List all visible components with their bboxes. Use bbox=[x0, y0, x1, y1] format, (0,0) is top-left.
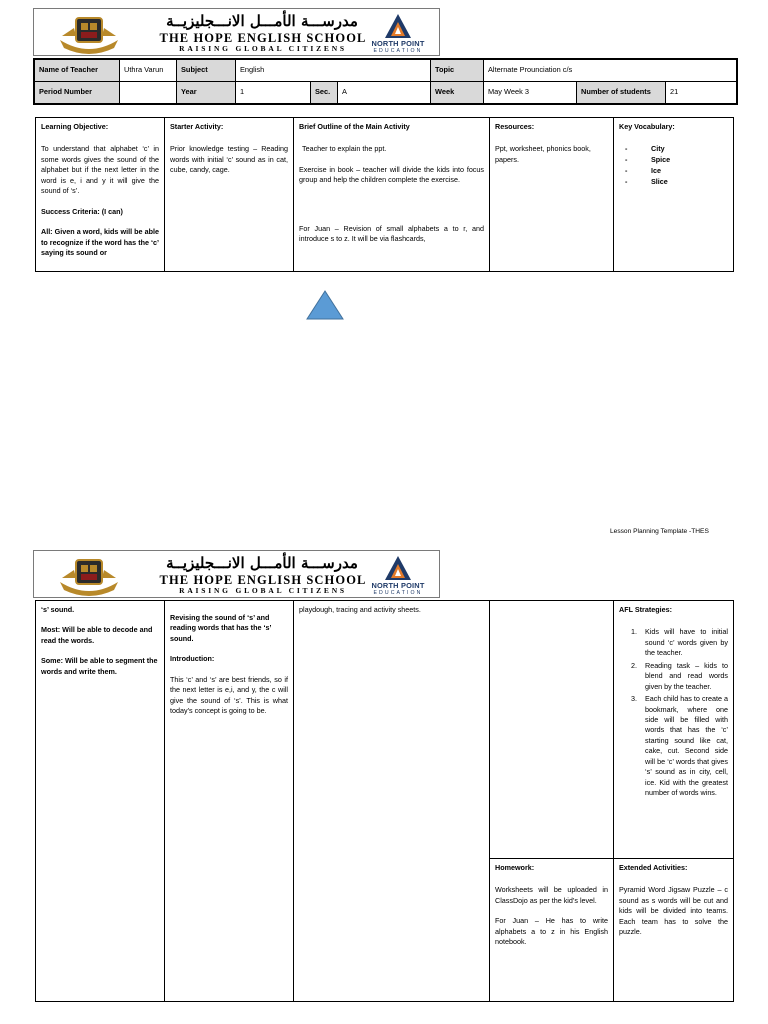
students-label: Number of students bbox=[577, 82, 666, 105]
key-vocabulary-cell bbox=[614, 118, 734, 272]
blue-triangle-shape bbox=[306, 290, 344, 320]
lesson-plan-table-page1 bbox=[35, 117, 734, 272]
afl-item: 2. Reading task – kids to blend and read words given by the teacher. bbox=[639, 661, 728, 692]
school-tagline: RAISING GLOBAL CITIZENS bbox=[179, 44, 347, 53]
subject-label: Subject bbox=[177, 59, 236, 82]
north-point-subtitle: EDUCATION bbox=[373, 48, 423, 54]
afl-item: 1. Kids will have to initial sound ‘c’ words given by the teacher. bbox=[639, 627, 728, 658]
success-most: Most: Will be able to decode and read the words. bbox=[41, 625, 153, 645]
year-value: 1 bbox=[236, 82, 311, 105]
afl-strategies-title: AFL Strategies: bbox=[619, 605, 672, 614]
teacher-value: Uthra Varun bbox=[120, 59, 177, 82]
homework-title: Homework: bbox=[495, 863, 535, 872]
main-activity-p1: Teacher to explain the ppt. bbox=[302, 144, 387, 154]
starter-continued-cell bbox=[165, 601, 294, 1002]
extended-activities-text: Pyramid Word Jigsaw Puzzle – c sound as s words will be cut and kids will be divided into teams. Each team has to solve the puzzle. bbox=[619, 885, 728, 937]
afl-strategies-cell bbox=[614, 601, 734, 859]
success-some: Some: Will be able to segment the words and write them. bbox=[41, 656, 158, 676]
introduction-title: Introduction: bbox=[170, 654, 215, 664]
week-label: Week bbox=[431, 82, 484, 105]
teacher-label: Name of Teacher bbox=[34, 59, 120, 82]
lesson-plan-table-page2 bbox=[35, 600, 734, 1002]
success-criteria-all: All: Given a word, kids will be able to recognize if the word has the ‘c’ saying its sound or bbox=[41, 227, 159, 257]
north-point-triangle-icon bbox=[385, 14, 411, 38]
week-value: May Week 3 bbox=[484, 82, 577, 105]
sec-value: A bbox=[338, 82, 431, 105]
starter-revise-text: Revising the sound of ‘s’ and reading words that has the ‘s’ sound. bbox=[170, 613, 272, 643]
resources-title: Resources: bbox=[495, 122, 535, 131]
learning-objective-cell bbox=[36, 118, 165, 272]
learning-objective-title: Learning Objective: bbox=[41, 122, 109, 131]
introduction-text: This ‘c’ and ‘s’ are best friends, so if the next letter is e,i, and y, the c will give the sound of ‘s’. This is what today’s concept is going to be. bbox=[170, 674, 288, 716]
success-s-sound: ‘s’ sound. bbox=[41, 605, 75, 614]
period-value bbox=[120, 82, 177, 105]
students-value: 21 bbox=[666, 82, 738, 105]
school-tagline: RAISING GLOBAL CITIZENS bbox=[179, 586, 347, 595]
north-point-triangle-icon bbox=[385, 556, 411, 580]
afl-strategies-list bbox=[619, 627, 728, 798]
starter-activity-cell bbox=[165, 118, 294, 272]
extended-activities-title: Extended Activities: bbox=[619, 863, 688, 872]
footer-template-note: Lesson Planning Template -THES bbox=[610, 528, 709, 535]
main-activity-p2: Exercise in book – teacher will divide the kids into focus group and help the children complete the exercise. bbox=[299, 164, 484, 185]
extended-activities-cell bbox=[614, 859, 734, 1002]
learning-objective-text: To understand that alphabet ‘c’ in some words gives the sound of the alphabet but if the next letter in the word is e, i and y it will give the sound of ‘s’. bbox=[41, 144, 159, 196]
homework-p1: Worksheets will be uploaded in ClassDojo as per the kid’s level. bbox=[495, 885, 608, 905]
vocab-item: - Spice bbox=[625, 155, 728, 166]
starter-activity-text: Prior knowledge testing – Reading words with initial ‘c’ sound as in cat, cube, candy, cage. bbox=[170, 144, 288, 175]
north-point-name: NORTH POINT bbox=[371, 39, 425, 48]
homework-p2: For Juan – He has to write alphabets a to z in his English notebook. bbox=[495, 916, 608, 947]
north-point-logo bbox=[364, 555, 432, 599]
lesson-info-table bbox=[33, 58, 738, 105]
school-name-arabic: مدرســـة الأمـــل الانـــجليزيــة bbox=[166, 554, 358, 572]
vocab-item: - City bbox=[625, 144, 728, 155]
topic-value: Alternate Prounciation c/s bbox=[484, 59, 738, 82]
sec-label: Sec. bbox=[311, 82, 338, 105]
year-label: Year bbox=[177, 82, 236, 105]
main-activity-continued-text: playdough, tracing and activity sheets. bbox=[299, 605, 421, 614]
main-activity-title: Brief Outline of the Main Activity bbox=[299, 122, 410, 131]
main-activity-cell bbox=[294, 118, 490, 272]
resources-continued-cell bbox=[490, 601, 614, 859]
key-vocabulary-title: Key Vocabulary: bbox=[619, 122, 675, 131]
north-point-name: NORTH POINT bbox=[371, 581, 425, 590]
success-criteria-continued-cell bbox=[36, 601, 165, 1002]
school-header-banner-page2 bbox=[33, 550, 440, 598]
vocab-item: - Ice bbox=[625, 166, 728, 177]
subject-value: English bbox=[236, 59, 431, 82]
afl-item: 3. Each child has to create a bookmark, where one side will be filled with words that has the ‘c’ starting sound like cat, cake, cut. Second side will be ‘c’ words that gives ‘s’ sound as in city, cell, ice. Kid with the greatest number of words wins. bbox=[639, 694, 728, 798]
school-header-banner bbox=[33, 8, 440, 56]
topic-label: Topic bbox=[431, 59, 484, 82]
period-label: Period Number bbox=[34, 82, 120, 105]
homework-cell bbox=[490, 859, 614, 1002]
school-crest-logo bbox=[56, 14, 122, 54]
resources-cell bbox=[490, 118, 614, 272]
resources-text: Ppt, worksheet, phonics book, papers. bbox=[495, 144, 591, 164]
success-criteria-title: Success Criteria: (I can) bbox=[41, 206, 123, 216]
north-point-logo bbox=[364, 13, 432, 57]
school-name-arabic: مدرســـة الأمـــل الانـــجليزيــة bbox=[166, 12, 358, 30]
north-point-subtitle: EDUCATION bbox=[373, 590, 423, 596]
vocab-item: - Slice bbox=[625, 177, 728, 188]
main-activity-continued-cell bbox=[294, 601, 490, 1002]
school-name: THE HOPE ENGLISH SCHOOL bbox=[159, 31, 367, 45]
school-name: THE HOPE ENGLISH SCHOOL bbox=[159, 573, 367, 587]
main-activity-p3: For Juan – Revision of small alphabets a to r, and introduce s to z. It will be via flashcards, bbox=[299, 223, 484, 244]
starter-activity-title: Starter Activity: bbox=[170, 122, 224, 131]
key-vocabulary-list bbox=[619, 144, 728, 187]
school-crest-logo bbox=[56, 556, 122, 596]
